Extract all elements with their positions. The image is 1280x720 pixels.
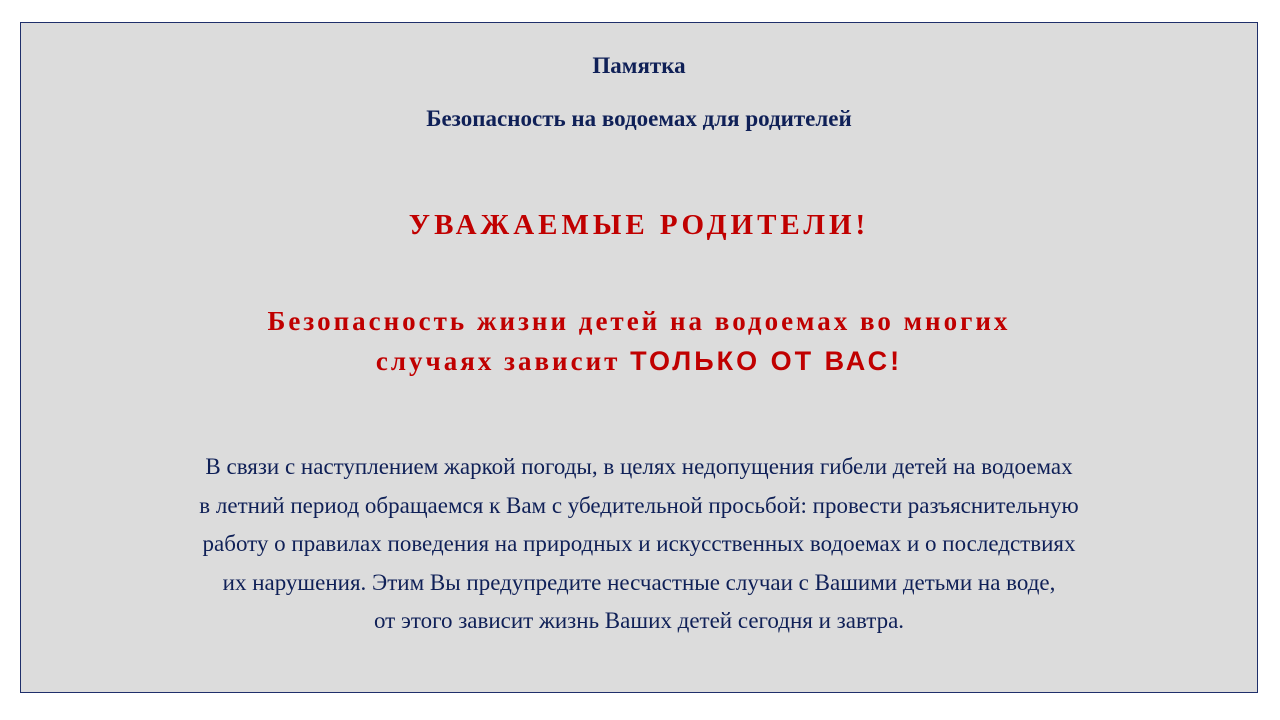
memo-slide [20,22,1258,693]
warning-emphasis: ТОЛЬКО ОТ ВАС! [630,346,903,376]
body-line-1: В связи с наступлением жаркой погоды, в целях недопущения гибели детей на водоемах [205,454,1073,479]
memo-subtitle: Безопасность на водоемах для родителей [426,106,852,131]
body-line-3: работу о правилах поведения на природных и искусственных водоемах и о последствиях [202,531,1076,556]
warning-line-1: Безопасность жизни детей на водоемах во многих [267,306,1011,336]
body-line-5: от этого зависит жизнь Ваших детей сегодня и завтра. [373,608,905,633]
memo-title: Памятка [592,53,686,78]
body-line-2: в летний период обращаемся к Вам с убедительной просьбой: провести разъяснительную [199,492,1079,518]
warning-text [21,301,1257,381]
body-line-4: их нарушения. Этим Вы предупредите несчастные случаи с Вашими детьми на воде, [222,569,1056,595]
body-paragraph [21,448,1257,641]
greeting-heading: УВАЖАЕМЫЕ РОДИТЕЛИ! [408,209,870,241]
warning-line-2-start: случаях зависит [375,346,631,376]
